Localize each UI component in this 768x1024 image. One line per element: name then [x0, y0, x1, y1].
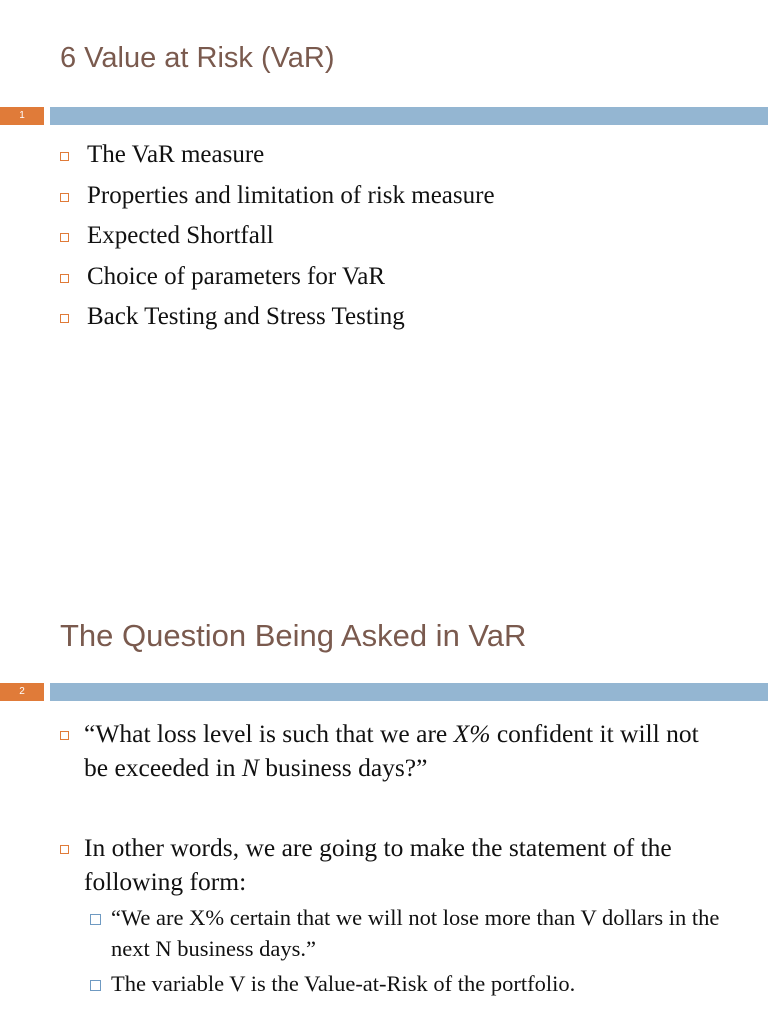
slide-header-bar	[0, 107, 768, 125]
square-bullet-icon	[60, 233, 69, 242]
header-band	[50, 683, 768, 701]
bullet-item: Choice of parameters for VaR	[60, 261, 728, 302]
bullet-list	[60, 139, 728, 342]
bullet-list	[60, 717, 728, 999]
square-bullet-icon	[60, 731, 69, 740]
bullet-item: The VaR measure	[60, 139, 728, 180]
square-bullet-icon	[60, 845, 69, 854]
bullet-item: “What loss level is such that we are X% confident it will not be exceeded in N business days?”	[60, 717, 728, 785]
sub-bullet-list	[90, 902, 728, 999]
square-bullet-icon	[60, 274, 69, 283]
bullet-item: Back Testing and Stress Testing	[60, 301, 728, 342]
sub-bullet-item: The variable V is the Value-at-Risk of the portfolio.	[90, 968, 728, 999]
slide-2	[0, 576, 768, 1024]
square-bullet-icon	[60, 314, 69, 323]
slide-number: 1	[0, 107, 44, 125]
sub-bullet-item: “We are X% certain that we will not lose more than V dollars in the next N business days.”	[90, 902, 728, 964]
header-band	[50, 107, 768, 125]
square-bullet-icon	[90, 914, 101, 925]
square-bullet-icon	[60, 193, 69, 202]
slide-title: 6 Value at Risk (VaR)	[60, 42, 335, 74]
slide-number: 2	[0, 683, 44, 701]
square-bullet-icon	[90, 980, 101, 991]
slide-header-bar	[0, 683, 768, 701]
bullet-item: Properties and limitation of risk measure	[60, 180, 728, 221]
square-bullet-icon	[60, 152, 69, 161]
bullet-item: Expected Shortfall	[60, 220, 728, 261]
slide-title: The Question Being Asked in VaR	[60, 618, 527, 653]
bullet-item: In other words, we are going to make the statement of the following form: “We are X% certain that we will not lose more than V dollars in the next N business days.” The variable V is the Value-at-Risk of the portfolio.	[60, 831, 728, 999]
